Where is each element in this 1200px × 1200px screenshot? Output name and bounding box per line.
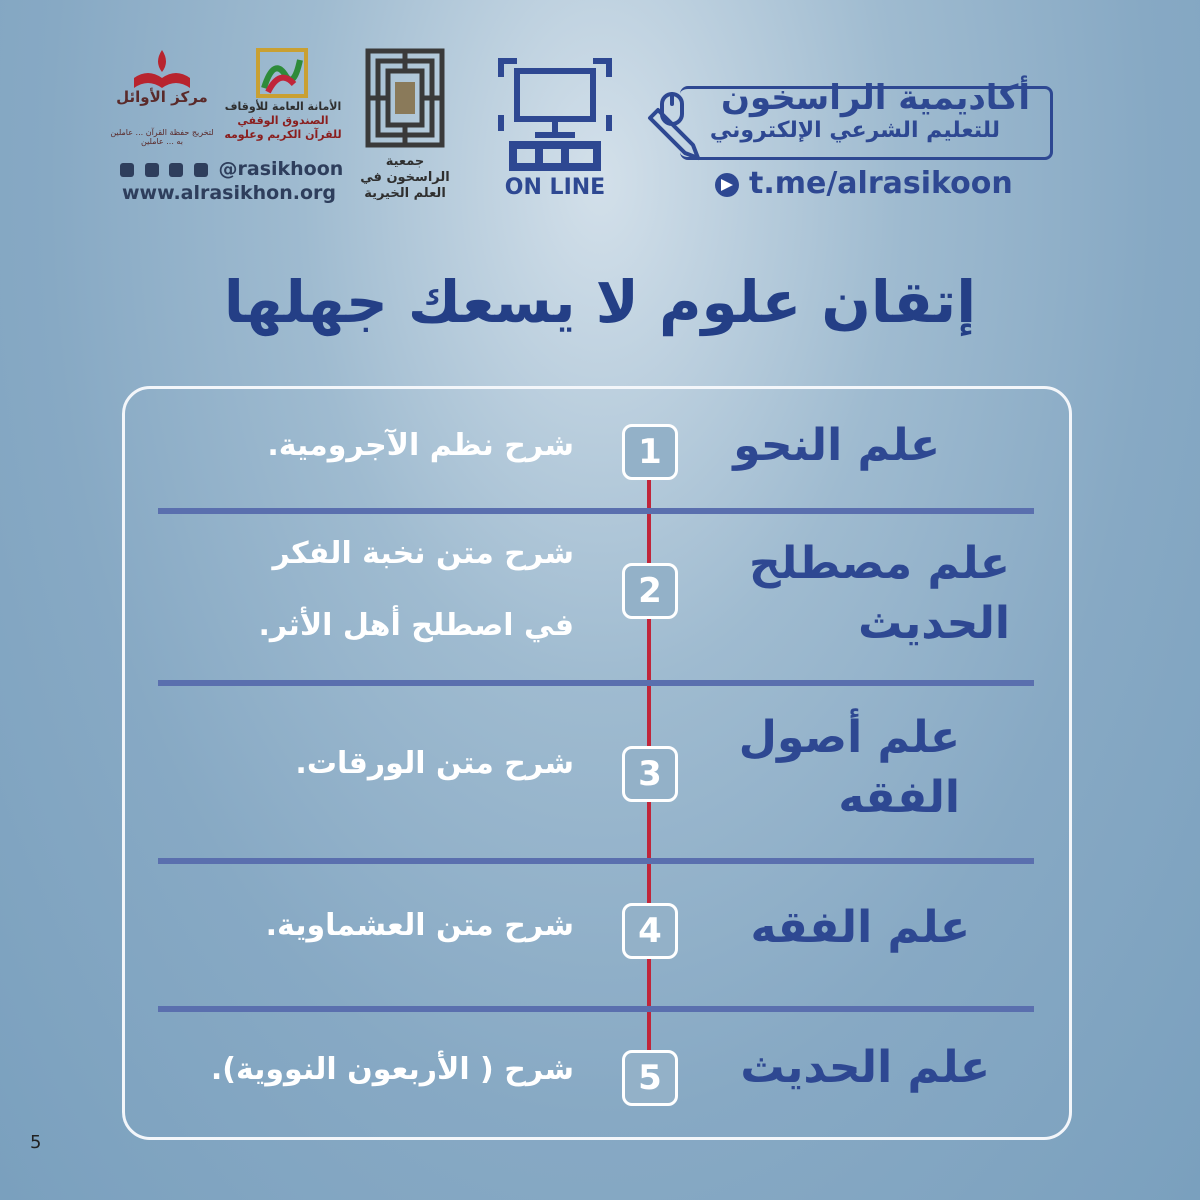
center-name: مركز الأوائل [116,88,208,106]
telegram-link[interactable] [715,166,1013,201]
subject-description: شرح متن نخبة الفكر [272,536,574,571]
row-number: 1 [622,424,678,480]
subject-row-5 [700,1036,990,1100]
pencil-mouse-icon [640,88,710,168]
row-divider [158,1006,1034,1012]
subject-title: علم الحديث [740,1042,990,1093]
subject-row-3 [700,708,960,838]
row-divider [158,680,1034,686]
center-subtitle: لتخريج حفظة القرآن ... عاملين به ... عاملين [110,128,214,146]
subject-row-4 [700,896,970,960]
youtube-icon[interactable] [120,163,134,177]
page-title: إتقان علوم لا يسعك جهلها [223,268,977,336]
instagram-icon[interactable] [169,163,183,177]
telegram-handle: t.me/alrasikoon [749,166,1013,201]
center-logo [112,48,212,148]
subject-description: شرح نظم الآجرومية. [267,428,574,463]
academy-subtitle: للتعليم الشرعي الإلكتروني [709,118,1000,143]
online-label: ON LINE [504,175,606,200]
facebook-icon[interactable] [194,163,208,177]
academy-name: أكاديمية الراسخون [720,78,1030,118]
subject-title: علم مصطلح الحديث [749,538,1010,649]
social-handle: @rasikhoon [218,158,344,180]
subject-description: شرح ( الأربعون النووية). [210,1052,574,1087]
row-number: 5 [622,1050,678,1106]
subject-description: شرح متن الورقات. [295,746,574,781]
awqaf-subtitle: الصندوق الوقفي للقرآن الكريم وعلومه [224,114,342,141]
subject-row-1 [700,414,940,478]
social-row [120,158,343,180]
subject-title: علم النحو [733,420,940,471]
awqaf-name [218,100,348,142]
flame-book-icon [112,48,212,92]
website-link[interactable]: www.alrasikhon.org [122,182,336,204]
row-divider [158,858,1034,864]
subject-title: علم أصول الفقه [738,712,960,823]
awqaf-title: الأمانة العامة للأوقاف [224,100,342,113]
page-number: 5 [30,1132,42,1153]
row-divider [158,508,1034,514]
subject-title: علم الفقه [750,902,970,953]
online-logo [495,55,615,205]
telegram-icon [715,173,739,197]
subject-description: في اصطلح أهل الأثر. [258,608,574,643]
subject-description: شرح متن العشماوية. [265,908,574,943]
row-number: 4 [622,903,678,959]
kufic-calligraphy-icon [365,48,445,148]
awqaf-emblem-icon [228,48,338,100]
academy-logo [640,70,1060,200]
twitter-icon[interactable] [145,163,159,177]
row-number: 3 [622,746,678,802]
subject-row-2 [700,534,1010,664]
awqaf-logo [224,48,342,148]
association-logo [360,48,450,201]
association-name: جمعية الراسخون في العلم الخيرية [360,154,450,201]
monitor-icon [495,55,615,173]
row-number: 2 [622,563,678,619]
